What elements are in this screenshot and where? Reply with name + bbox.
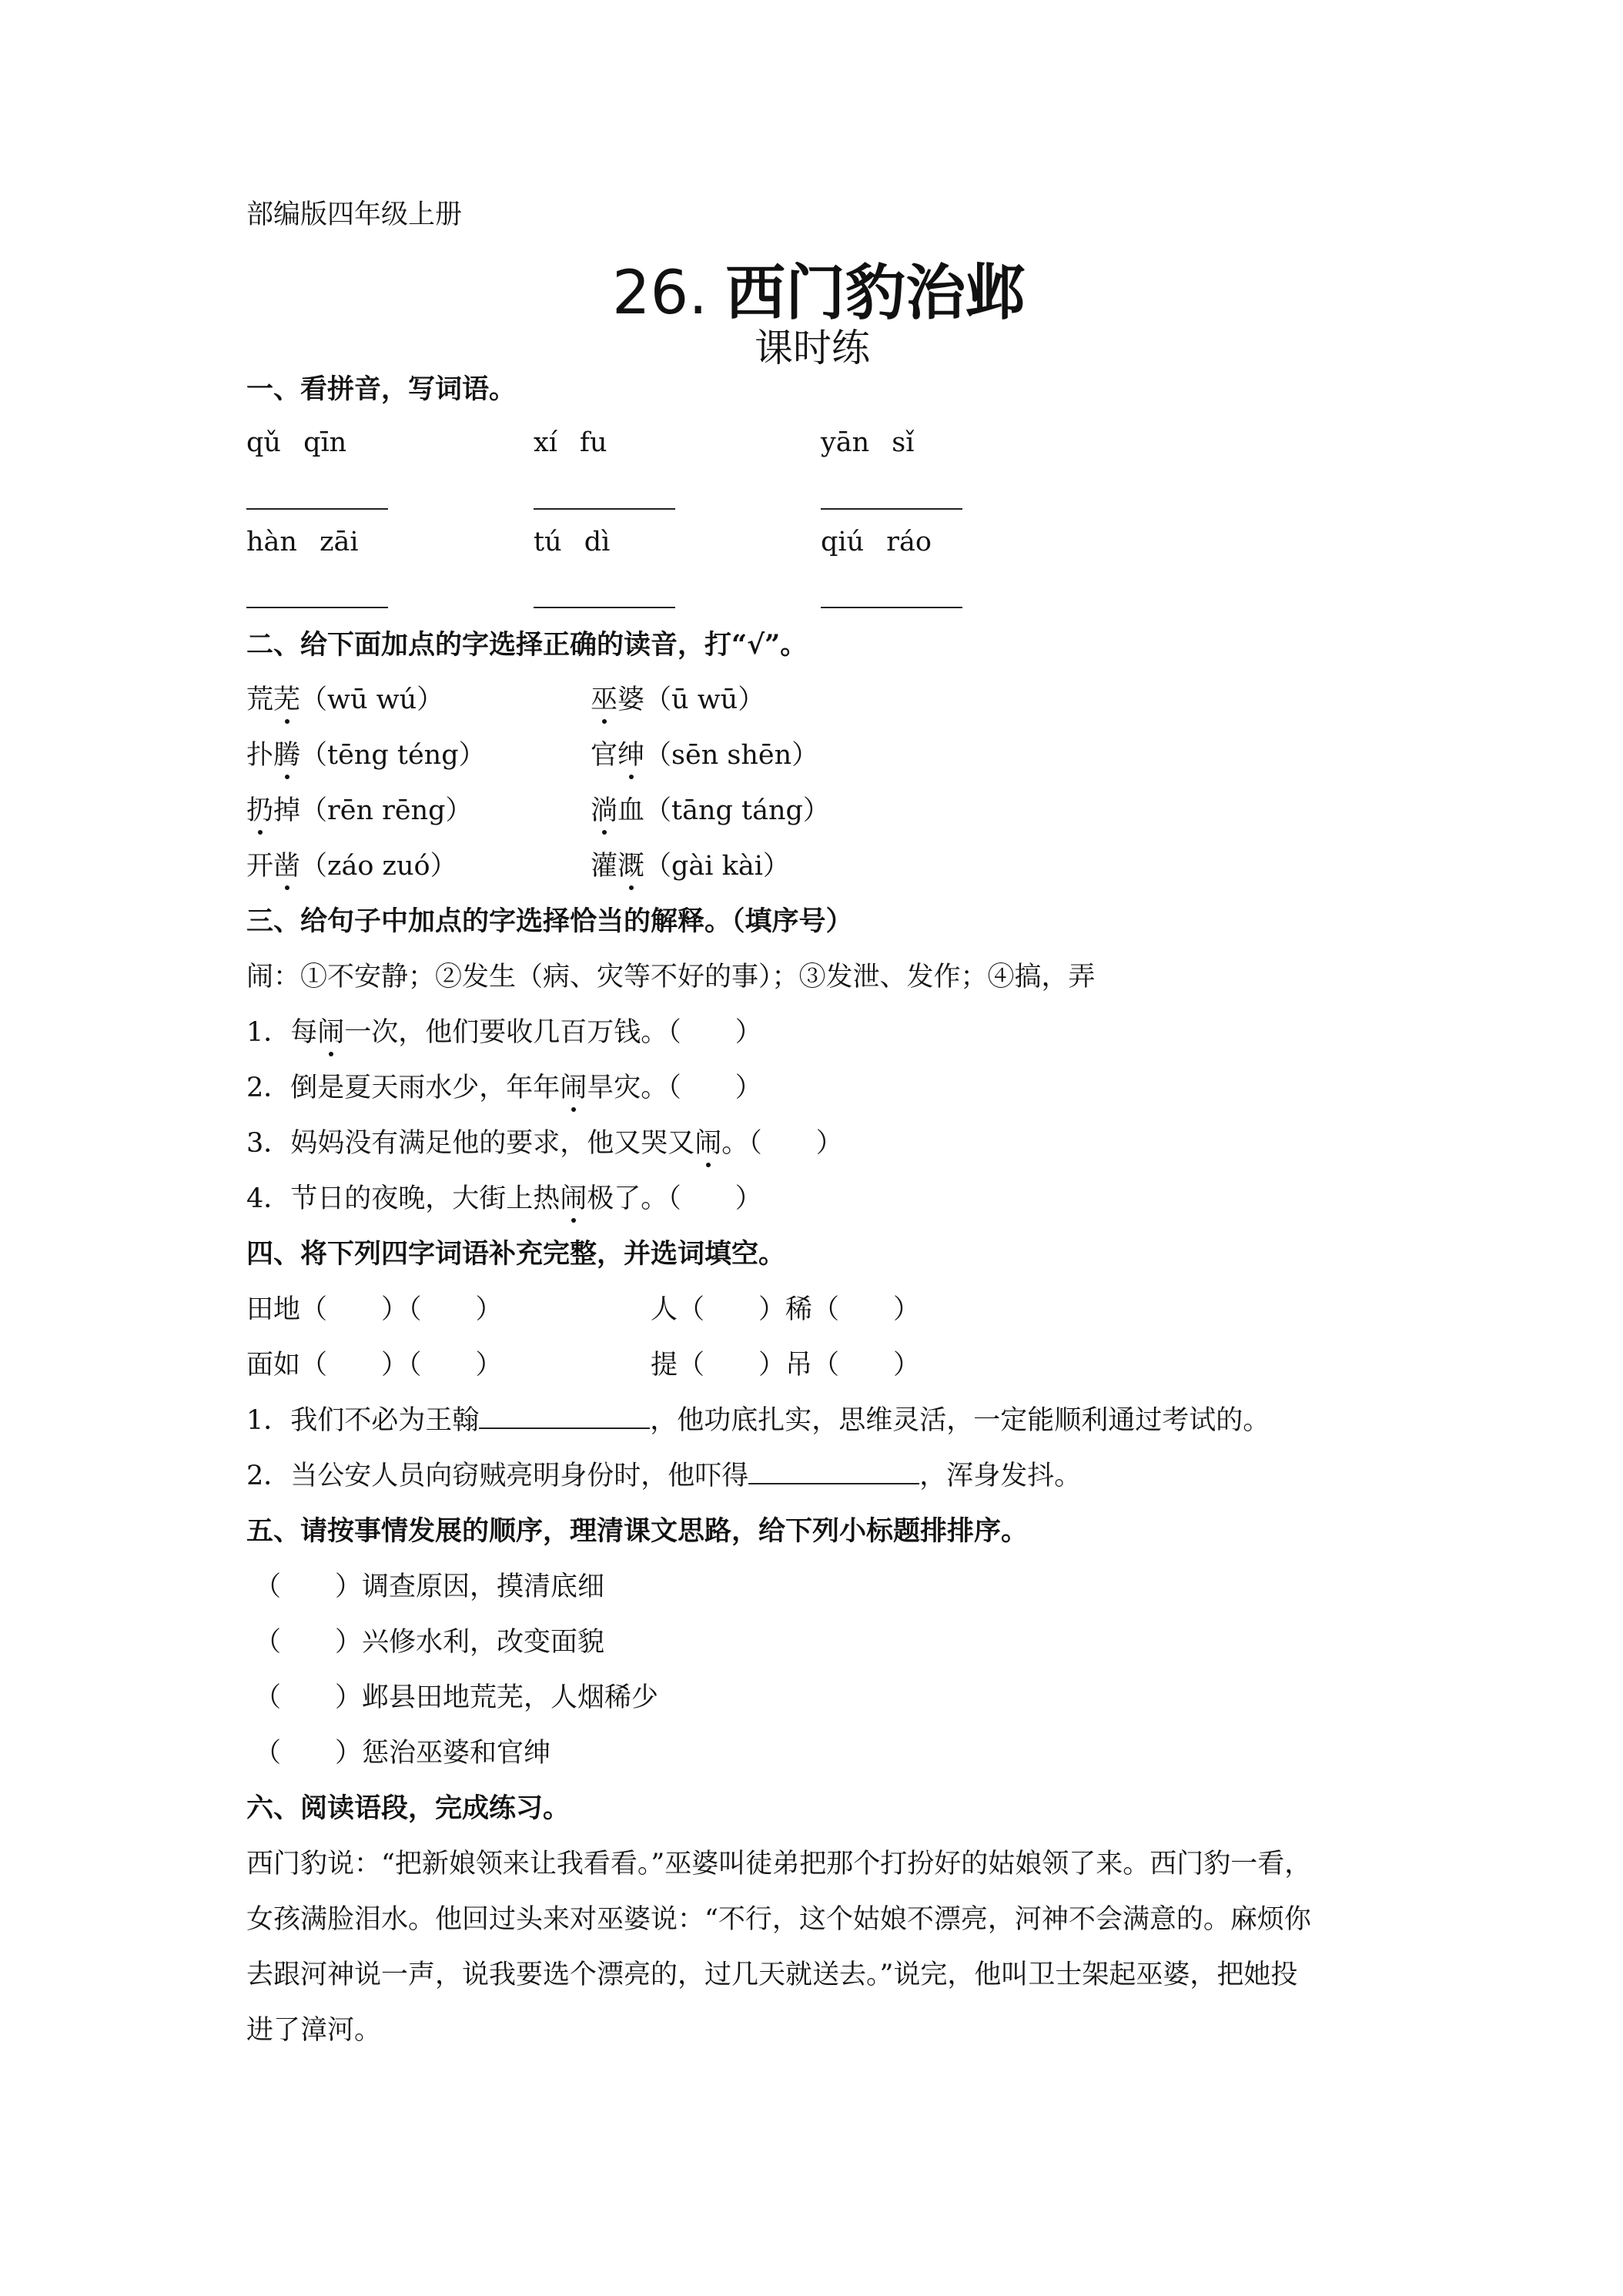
- answer-line[interactable]: [246, 607, 388, 608]
- passage-line: 西门豹说：“把新娘领来让我看看。”巫婆叫徒弟把那个打扮好的姑娘领了来。西门豹一看，: [246, 1849, 1312, 1879]
- passage-line: 进了漳河。: [246, 2015, 382, 2046]
- answer-line[interactable]: [534, 607, 675, 608]
- fill-blank[interactable]: [748, 1460, 919, 1484]
- passage-line: 女孩满脸泪水。他回过头来对巫婆说：“不行，这个姑娘不漂亮，河神不会满意的。麻烦你: [246, 1904, 1311, 1935]
- reading-item: 灌溉（gài kài）: [591, 851, 790, 882]
- reading-item: 荒芜（wū wú）: [246, 684, 444, 715]
- order-item: （ ）惩治巫婆和官绅: [254, 1738, 551, 1769]
- idiom-item: 人（ ）稀（ ）: [651, 1294, 921, 1325]
- section4-heading: 四、将下列四字词语补充完整，并选词填空。: [246, 1238, 786, 1270]
- section2-heading: 二、给下面加点的字选择正确的读音，打“√”。: [246, 629, 808, 661]
- idiom-item: 提（ ）吊（ ）: [651, 1350, 921, 1381]
- reading-item: 扑腾（tēng téng）: [246, 740, 486, 771]
- title-number: 26.: [612, 259, 708, 328]
- idiom-item: 面如（ ）（ ）: [246, 1350, 503, 1381]
- answer-line[interactable]: [246, 508, 388, 510]
- title-text: 西门豹治邺: [725, 259, 1026, 328]
- pinyin-5: tú dì: [534, 527, 611, 557]
- sentence-item: 2．倒是夏天雨水少，年年闹旱灾。（ ）: [246, 1073, 762, 1103]
- section3-heading: 三、给句子中加点的字选择恰当的解释。（填序号）: [246, 905, 853, 937]
- sentence-item: 3．妈妈没有满足他的要求，他又哭又闹。（ ）: [246, 1128, 843, 1159]
- pinyin-1: qǔ qīn: [246, 427, 347, 458]
- fill-sentence-2: 2．当公安人员向窃贼亮明身份时，他吓得 ，浑身发抖。: [246, 1461, 1082, 1491]
- reading-item: 开凿（záo zuó）: [246, 851, 457, 882]
- order-item: （ ）兴修水利，改变面貌: [254, 1627, 605, 1658]
- sentence-item: 1．每闹一次，他们要收几百万钱。（ ）: [246, 1017, 762, 1048]
- answer-line[interactable]: [821, 508, 962, 510]
- answer-line[interactable]: [821, 607, 962, 608]
- pinyin-2: xí fu: [534, 427, 607, 458]
- pinyin-4: hàn zāi: [246, 527, 359, 557]
- edition-label: 部编版四年级上册: [246, 199, 463, 230]
- definition-line: 闹：①不安静；②发生（病、灾等不好的事）；③发泄、发作；④搞，弄: [246, 962, 1096, 992]
- answer-line[interactable]: [534, 508, 675, 510]
- passage-line: 去跟河神说一声，说我要选个漂亮的，过几天就送去。”说完，他叫卫士架起巫婆，把她投: [246, 1960, 1298, 1990]
- fill-blank[interactable]: [479, 1404, 650, 1429]
- pinyin-3: yān sǐ: [821, 427, 915, 458]
- pinyin-6: qiú ráo: [821, 527, 932, 557]
- page-subtitle: 课时练: [755, 326, 870, 370]
- reading-item: 扔掉（rēn rēng）: [246, 795, 473, 826]
- section1-heading: 一、看拼音，写词语。: [246, 373, 517, 405]
- fill-sentence-1: 1．我们不必为王翰 ，他功底扎实，思维灵活，一定能顺利通过考试的。: [246, 1405, 1270, 1436]
- order-item: （ ）调查原因，摸清底细: [254, 1571, 605, 1602]
- reading-item: 官绅（sēn shēn）: [591, 740, 819, 771]
- sentence-item: 4．节日的夜晚，大街上热闹极了。（ ）: [246, 1183, 762, 1214]
- idiom-item: 田地（ ）（ ）: [246, 1294, 503, 1325]
- order-item: （ ）邺县田地荒芜，人烟稀少: [254, 1682, 659, 1713]
- reading-item: 巫婆（ū wū）: [591, 684, 765, 715]
- reading-item: 淌血（tāng táng）: [591, 795, 830, 826]
- section5-heading: 五、请按事情发展的顺序，理清课文思路，给下列小标题排排序。: [246, 1515, 1029, 1547]
- section6-heading: 六、阅读语段，完成练习。: [246, 1792, 571, 1824]
